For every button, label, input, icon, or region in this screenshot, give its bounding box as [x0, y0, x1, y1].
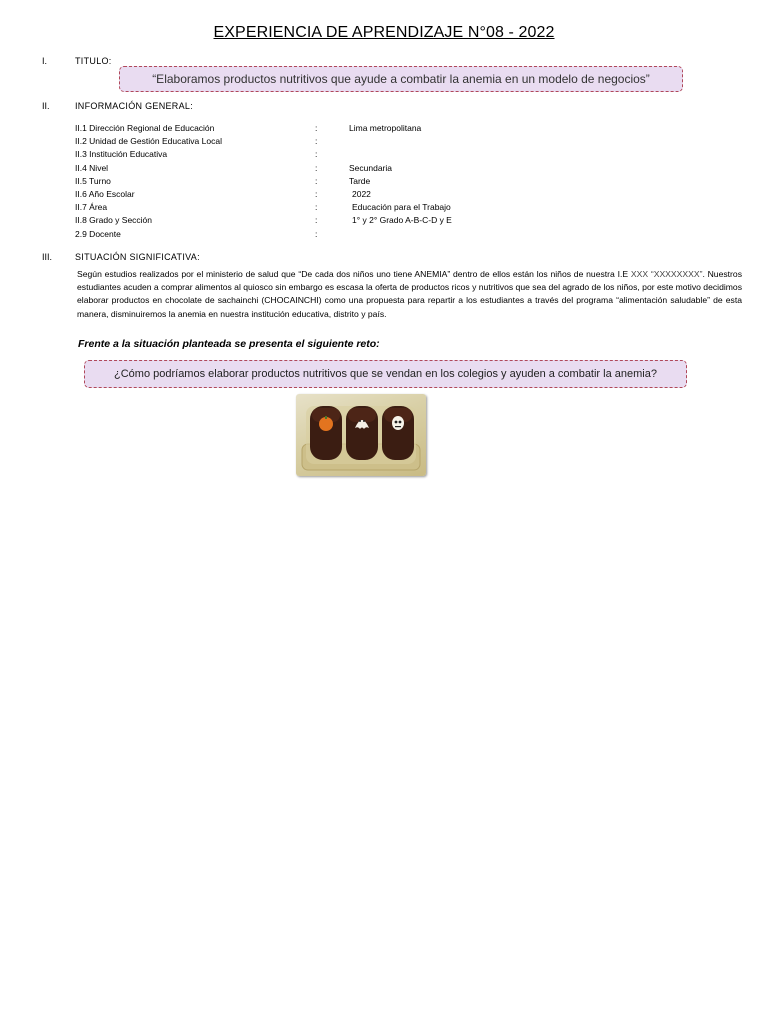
section-2-number: II. — [42, 101, 50, 111]
info-colon: : — [315, 163, 318, 173]
section-1-number: I. — [42, 56, 48, 66]
info-colon: : — [315, 176, 318, 186]
chocolate-tray-illustration — [296, 394, 426, 476]
section-3-label: SITUACIÓN SIGNIFICATIVA: — [75, 252, 200, 262]
info-label: II.6 Año Escolar — [75, 189, 135, 199]
info-value: Lima metropolitana — [349, 123, 422, 133]
info-colon: : — [315, 229, 318, 239]
info-value: Tarde — [349, 176, 371, 186]
section-3-number: III. — [42, 252, 53, 262]
paragraph-text-start: Según estudios realizados por el ministerio de salud que “De cada dos niños uno tiene ANEMIA” dentro de ellos están los niños de nuestra I.E — [77, 269, 631, 279]
info-label: II.7 Área — [75, 202, 108, 212]
info-label: II.5 Turno — [75, 176, 111, 186]
chocolate-product-image — [296, 394, 426, 476]
info-label: 2.9 Docente — [75, 229, 121, 239]
info-colon: : — [315, 215, 318, 225]
paragraph-text-end: . Nuestros estudiantes acuden a comprar alimentos al quiosco sin embargo es escasa la oferta de productos ricos y nutritivos que sea del agrado de los niños, por este motivo decidimos elaborar productos en chocolate de sachainchi (CHOCAINCHI) como una propuesta para repartir a los estudiantes a través del programa “alimentación saludable” de esta manera, disminuiremos la anemia en nuestra institución educativa, distrito y país. — [77, 269, 742, 319]
situation-paragraph — [77, 268, 742, 321]
info-value: Secundaria — [349, 163, 393, 173]
info-label: II.1 Dirección Regional de Educación — [75, 123, 215, 133]
challenge-question: ¿Cómo podríamos elaborar productos nutritivos que se vendan en los colegios y ayuden a combatir la anemia? — [114, 368, 657, 380]
info-label: II.4 Nivel — [75, 163, 109, 173]
info-label: II.8 Grado y Sección — [75, 215, 153, 225]
title-box — [119, 66, 683, 92]
school-placeholder: XXX “XXXXXXXX” — [630, 269, 703, 279]
section-2-label: INFORMACIÓN GENERAL: — [75, 101, 194, 111]
info-colon: : — [315, 136, 318, 146]
challenge-intro: Frente a la situación planteada se presenta el siguiente reto: — [78, 338, 380, 350]
info-value: Educación para el Trabajo — [352, 202, 451, 212]
info-colon: : — [315, 189, 318, 199]
info-colon: : — [315, 202, 318, 212]
challenge-box — [84, 360, 687, 388]
section-1-label: TITULO: — [75, 56, 112, 66]
info-label: II.3 Institución Educativa — [75, 149, 168, 159]
title-box-text: “Elaboramos productos nutritivos que ayude a combatir la anemia en un modelo de negocios” — [152, 72, 650, 86]
info-value: 2022 — [352, 189, 371, 199]
info-value: 1° y 2° Grado A-B-C-D y E — [352, 215, 452, 225]
document-title: EXPERIENCIA DE APRENDIZAJE N°08 - 2022 — [213, 24, 555, 41]
info-label: II.2 Unidad de Gestión Educativa Local — [75, 136, 222, 146]
info-colon: : — [315, 149, 318, 159]
info-colon: : — [315, 123, 318, 133]
